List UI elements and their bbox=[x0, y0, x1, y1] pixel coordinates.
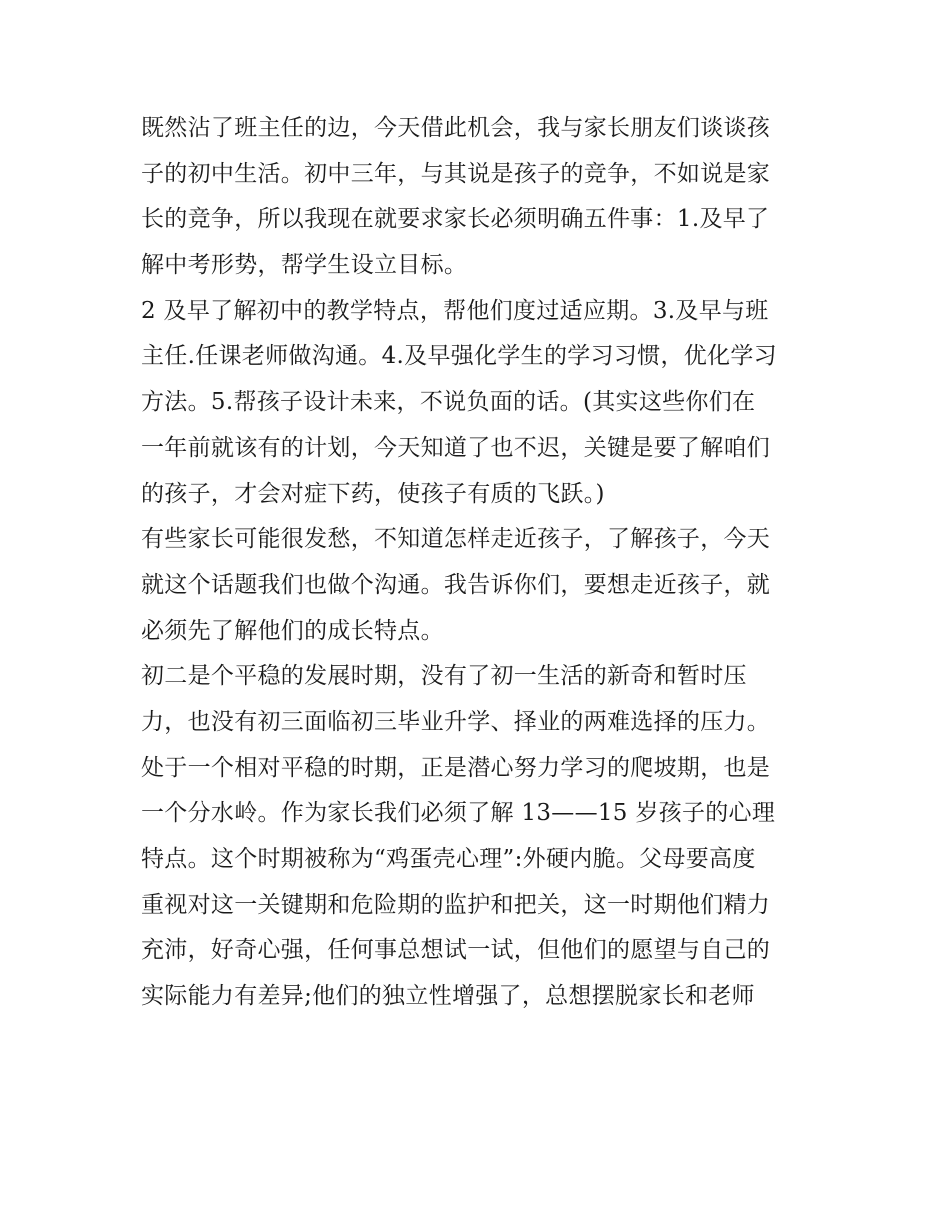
text-line: 长的竞争，所以我现在就要求家长必须明确五件事：1.及早了 bbox=[141, 206, 770, 233]
text-line: 有些家长可能很发愁，不知道怎样走近孩子，了解孩子，今天 bbox=[141, 526, 771, 553]
text-line: 充沛，好奇心强，任何事总想试一试，但他们的愿望与自己的 bbox=[141, 937, 771, 964]
text-line: 就这个话题我们也做个沟通。我告诉你们，要想走近孩子，就 bbox=[141, 571, 771, 598]
text-line: 的孩子，才会对症下药，使孩子有质的飞跃。) bbox=[141, 480, 605, 507]
text-line: 一个分水岭。作为家长我们必须了解 13——15 岁孩子的心理 bbox=[141, 800, 776, 827]
text-line: 既然沾了班主任的边，今天借此机会，我与家长朋友们谈谈孩 bbox=[141, 115, 771, 141]
body-text bbox=[141, 106, 821, 1020]
text-line: 实际能力有差异;他们的独立性增强了，总想摆脱家长和老师 bbox=[141, 983, 755, 1010]
text-line: 一年前就该有的计划，今天知道了也不迟，关键是要了解咱们 bbox=[141, 434, 771, 461]
text-line: 主任.任课老师做沟通。4.及早强化学生的学习习惯，优化学习 bbox=[141, 343, 777, 370]
text-line: 特点。这个时期被称为“鸡蛋壳心理”:外硬内脆。父母要高度 bbox=[141, 846, 756, 872]
text-line: 2 及早了解初中的教学特点，帮他们度过适应期。3.及早与班 bbox=[141, 297, 769, 324]
text-line: 解中考形势，帮学生设立目标。 bbox=[141, 252, 468, 279]
text-line: 力，也没有初三面临初三毕业升学、择业的两难选择的压力。 bbox=[141, 708, 771, 735]
text-line: 重视对这一关键期和危险期的监护和把关，这一时期他们精力 bbox=[141, 891, 771, 918]
text-line: 处于一个相对平稳的时期，正是潜心努力学习的爬坡期，也是 bbox=[141, 754, 771, 781]
text-line: 子的初中生活。初中三年，与其说是孩子的竞争，不如说是家 bbox=[141, 160, 771, 187]
text-line: 方法。5.帮孩子设计未来，不说负面的话。(其实这些你们在 bbox=[141, 389, 756, 416]
text-line: 必须先了解他们的成长特点。 bbox=[141, 617, 444, 644]
text-line: 初二是个平稳的发展时期，没有了初一生活的新奇和暂时压 bbox=[141, 663, 747, 690]
